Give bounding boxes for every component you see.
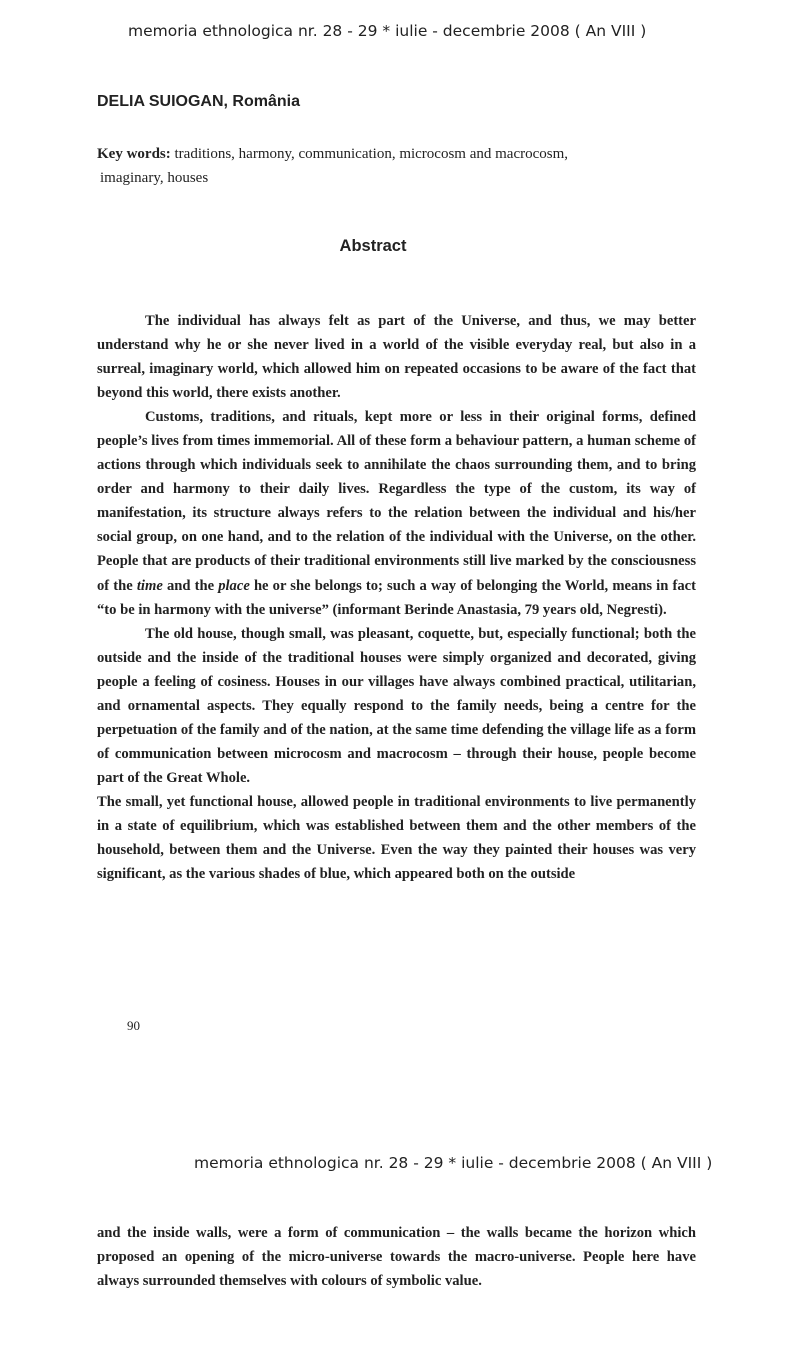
author-line: DELIA SUIOGAN, România [97,93,300,110]
abstract-heading: Abstract [339,237,407,255]
keywords-label: Key words: [97,146,171,162]
paragraph: and the inside walls, were a form of communication – the walls became the horizon which proposed an opening of the micro-universe towards the macro-universe. People here have always surrounded themselves with colours of symbolic value. [97,1225,696,1290]
keywords [97,142,568,190]
keywords-list: traditions, harmony, communication, microcosm and macrocosm, [170,146,569,162]
paragraph: The small, yet functional house, allowed people in traditional environments to live permanently in a state of equilibrium, which was established between them and the other members of the household, between them and the Universe. Even the way they painted their houses was very significant, as the various shades of blue, which appeared both on the outside [97,793,696,883]
paragraph: The old house, though small, was pleasant, coquette, but, especially functional; both the outside and the inside of the traditional houses were simply organized and decorated, giving people a feeling of cosiness. Houses in our villages have always combined practical, utilitarian, and ornamental aspects. They equally respond to the family needs, being a centre for the perpetuation of the family and of the nation, at the same time defending the village life as a form of communication between microcosm and macrocosm – through their house, people become part of the Great Whole. [97,625,696,786]
emphasis-time: time [136,577,163,594]
keywords-list-continued: imaginary, houses [100,170,209,186]
running-header: memoria ethnologica nr. 28 - 29 * iulie - decembrie 2008 ( An VIII ) [128,22,647,40]
abstract-body [97,309,696,886]
paragraph-text: Customs, traditions, and rituals, kept more or less in their original forms, defined people’s lives from times immemorial. All of these form a behaviour pattern, a human scheme of actions through which individuals seek to annihilate the chaos surrounding them, and to bring order and harmony to their daily lives. Regardless the type of the custom, its way of manifestation, its structure always refers to the relation between the individual and his/her social group, on one hand, and to the relation of the individual with the Universe, on the other. People that are products of their traditional environments still live marked by the consciousness of the [97,409,696,594]
continued-text [97,1221,696,1293]
paragraph: The individual has always felt as part of the Universe, and thus, we may better understand why he or she never lived in a world of the visible everyday real, but also in a surreal, imaginary world, which allowed him on repeated occasions to be aware of the fact that beyond this world, there exists another. [97,313,696,402]
emphasis-place: place [218,577,250,594]
paragraph-text: he or she belongs to; such a way of belonging the World, means in fact “to be in harmony with the universe” (informant Berinde Anastasia, 79 years old, Negresti). [97,577,696,618]
paragraph [97,405,696,621]
paragraph-text: and the [162,577,219,594]
page-number: 90 [127,1018,140,1033]
running-header: memoria ethnologica nr. 28 - 29 * iulie - decembrie 2008 ( An VIII ) [194,1154,713,1172]
